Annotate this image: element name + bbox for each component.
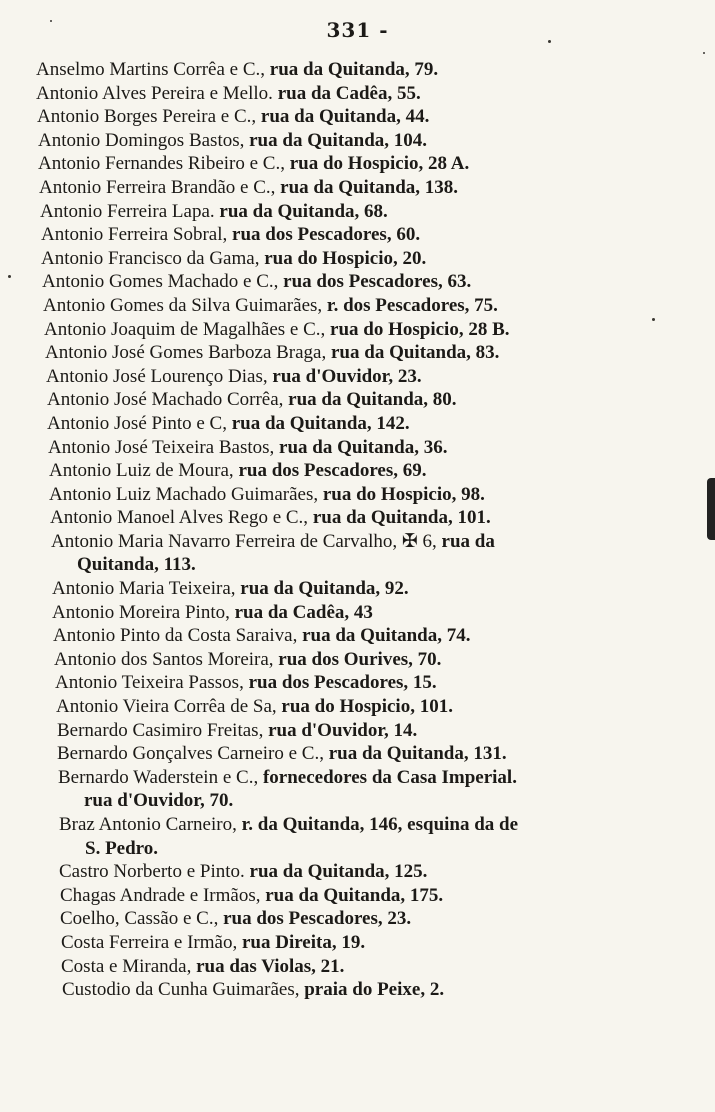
entry-name: Antonio Gomes da Silva Guimarães, — [43, 294, 323, 316]
directory-entry — [0, 412, 715, 436]
directory-entry — [0, 436, 715, 460]
directory-entry — [0, 813, 715, 860]
entry-name: Antonio Francisco da Gama, — [41, 247, 260, 269]
entry-name: Antonio Maria Navarro Ferreira de Carvalho, ✠ 6, — [51, 530, 437, 552]
entry-name: Braz Antonio Carneiro, — [59, 814, 237, 835]
directory-entry — [0, 978, 715, 1002]
scan-speck — [8, 275, 11, 278]
entry-address: rua dos Pescadores, 63. — [278, 271, 472, 293]
entry-address: rua da Quitanda, 44. — [256, 106, 430, 128]
directory-entry — [0, 695, 715, 719]
entry-address: rua da — [436, 530, 495, 552]
directory-entry — [0, 719, 715, 743]
entry-address: rua da Quitanda, 131. — [323, 743, 507, 765]
directory-entry — [0, 200, 715, 224]
directory-entry — [0, 884, 715, 908]
entry-name: Antonio Luiz Machado Guimarães, — [49, 483, 319, 505]
entry-name: Antonio José Lourenço Dias, — [46, 365, 268, 387]
entry-address: rua da Quitanda, 80. — [283, 389, 457, 411]
directory-entry — [0, 577, 715, 601]
scan-speck — [50, 20, 52, 22]
entry-address: rua dos Pescadores, 60. — [227, 224, 421, 246]
directory-entry — [0, 270, 715, 294]
scan-speck — [652, 318, 655, 321]
directory-entry — [0, 152, 715, 176]
entry-address: rua do Hospicio, 98. — [318, 483, 485, 505]
scan-speck — [703, 52, 705, 54]
page-number: 331 - — [326, 18, 389, 42]
entry-name: Antonio Borges Pereira e C., — [37, 106, 257, 128]
entry-address: r. dos Pescadores, 75. — [322, 294, 498, 316]
entry-address-continuation: S. Pedro. — [85, 837, 159, 859]
entry-address: rua da Quitanda, 101. — [308, 507, 491, 529]
directory-entry — [0, 742, 715, 766]
entry-name: Antonio Teixeira Passos, — [55, 672, 244, 694]
directory-entry — [0, 388, 715, 412]
entry-address: rua das Violas, 21. — [191, 955, 345, 977]
entry-address: rua do Hospicio, 20. — [259, 247, 427, 269]
directory-entry — [0, 671, 715, 695]
entry-name: Custodio da Cunha Guimarães, — [62, 979, 300, 1001]
entry-address: rua da Quitanda, 68. — [214, 200, 388, 222]
entry-address: r. da Quitanda, 146, esquina da de — [236, 814, 519, 835]
entry-address: rua da Quitanda, 142. — [226, 412, 410, 434]
entry-name: Antonio Maria Teixeira, — [52, 578, 236, 600]
directory-entry — [0, 860, 715, 884]
directory-entry — [0, 223, 715, 247]
directory-entry — [0, 365, 715, 389]
entry-name: Antonio Alves Pereira e Mello. — [36, 82, 273, 104]
entry-address: rua Direita, 19. — [237, 931, 366, 953]
entry-address: rua dos Pescadores, 23. — [218, 908, 412, 930]
entry-name: Antonio Vieira Corrêa de Sa, — [56, 696, 277, 718]
entry-address: rua da Quitanda, 175. — [260, 884, 444, 906]
entry-name: Bernardo Casimiro Freitas, — [57, 719, 264, 741]
directory-entry — [0, 601, 715, 625]
entry-address: rua da Quitanda, 83. — [326, 342, 500, 364]
directory-entry — [0, 129, 715, 153]
entry-address: rua dos Pescadores, 15. — [243, 672, 437, 694]
entry-name: Antonio Ferreira Sobral, — [41, 224, 228, 246]
directory-entry — [0, 907, 715, 931]
entry-name: Antonio José Teixeira Bastos, — [48, 436, 275, 458]
directory-entry — [0, 58, 715, 82]
entry-address: rua do Hospicio, 28 B. — [325, 318, 510, 340]
directory-entry — [0, 318, 715, 342]
directory-entry — [0, 931, 715, 955]
scan-speck — [548, 40, 551, 43]
entry-address: rua da Quitanda, 92. — [235, 578, 409, 600]
entry-name: Bernardo Gonçalves Carneiro e C., — [57, 743, 324, 765]
entry-address: rua da Quitanda, 104. — [244, 129, 428, 151]
entry-address: rua da Quitanda, 36. — [274, 436, 448, 458]
directory-entry — [0, 648, 715, 672]
directory-entry — [0, 247, 715, 271]
directory-entry — [0, 341, 715, 365]
entry-name: Antonio Domingos Bastos, — [38, 129, 245, 151]
directory-entry — [0, 624, 715, 648]
entry-address: rua do Hospicio, 101. — [276, 696, 453, 718]
entry-name: Castro Norberto e Pinto. — [59, 861, 245, 883]
entry-address: rua do Hospicio, 28 A. — [284, 153, 470, 175]
directory-entry — [0, 766, 715, 813]
directory-entry — [0, 483, 715, 507]
directory-entry — [0, 294, 715, 318]
entry-list — [0, 58, 715, 1002]
entry-name: Antonio Joaquim de Magalhães e C., — [44, 318, 326, 340]
entry-name: Antonio Luiz de Moura, — [49, 460, 234, 482]
directory-entry — [0, 459, 715, 483]
entry-name: Chagas Andrade e Irmãos, — [60, 884, 261, 906]
entry-address: rua da Cadêa, 43 — [229, 601, 373, 623]
entry-name: Costa e Miranda, — [61, 955, 192, 977]
directory-entry — [0, 105, 715, 129]
entry-name: Antonio José Pinto e C, — [47, 412, 227, 434]
entry-address: praia do Peixe, 2. — [299, 979, 445, 1001]
entry-address: rua da Quitanda, 125. — [244, 861, 428, 883]
directory-entry — [0, 506, 715, 530]
entry-address: rua dos Ourives, 70. — [273, 648, 442, 670]
entry-name: Antonio Gomes Machado e C., — [42, 271, 279, 293]
entry-name: Costa Ferreira e Irmão, — [61, 931, 238, 953]
entry-address: rua d'Ouvidor, 14. — [263, 719, 418, 741]
entry-address: rua da Quitanda, 138. — [275, 176, 459, 198]
entry-address: rua da Quitanda, 74. — [297, 625, 471, 647]
entry-name: Antonio José Machado Corrêa, — [47, 389, 284, 411]
entry-address-continuation: rua d'Ouvidor, 70. — [84, 790, 234, 812]
entry-name: Antonio Fernandes Ribeiro e C., — [38, 153, 285, 175]
entry-name: Antonio Manoel Alves Rego e C., — [50, 507, 309, 529]
entry-name: Coelho, Cassão e C., — [60, 908, 219, 930]
entry-name: Antonio Ferreira Lapa. — [40, 200, 215, 222]
entry-name: Antonio José Gomes Barboza Braga, — [45, 342, 327, 364]
directory-entry — [0, 530, 715, 577]
entry-name: Bernardo Waderstein e C., — [58, 766, 259, 788]
directory-entry — [0, 955, 715, 979]
directory-entry — [0, 176, 715, 200]
entry-address: rua da Cadêa, 55. — [272, 82, 421, 104]
entry-address-continuation: Quitanda, 113. — [77, 554, 196, 576]
entry-address: rua dos Pescadores, 69. — [233, 460, 427, 482]
entry-address: rua da Quitanda, 79. — [265, 59, 439, 80]
directory-entry — [0, 82, 715, 106]
entry-name: Antonio Pinto da Costa Saraiva, — [53, 625, 298, 647]
entry-name: Anselmo Martins Corrêa e C., — [36, 59, 266, 80]
entry-address: rua d'Ouvidor, 23. — [267, 365, 422, 387]
entry-name: Antonio Moreira Pinto, — [52, 601, 230, 623]
entry-name: Antonio dos Santos Moreira, — [54, 648, 274, 670]
entry-name: Antonio Ferreira Brandão e C., — [39, 176, 276, 198]
entry-address: fornecedores da Casa Imperial. — [258, 766, 517, 788]
